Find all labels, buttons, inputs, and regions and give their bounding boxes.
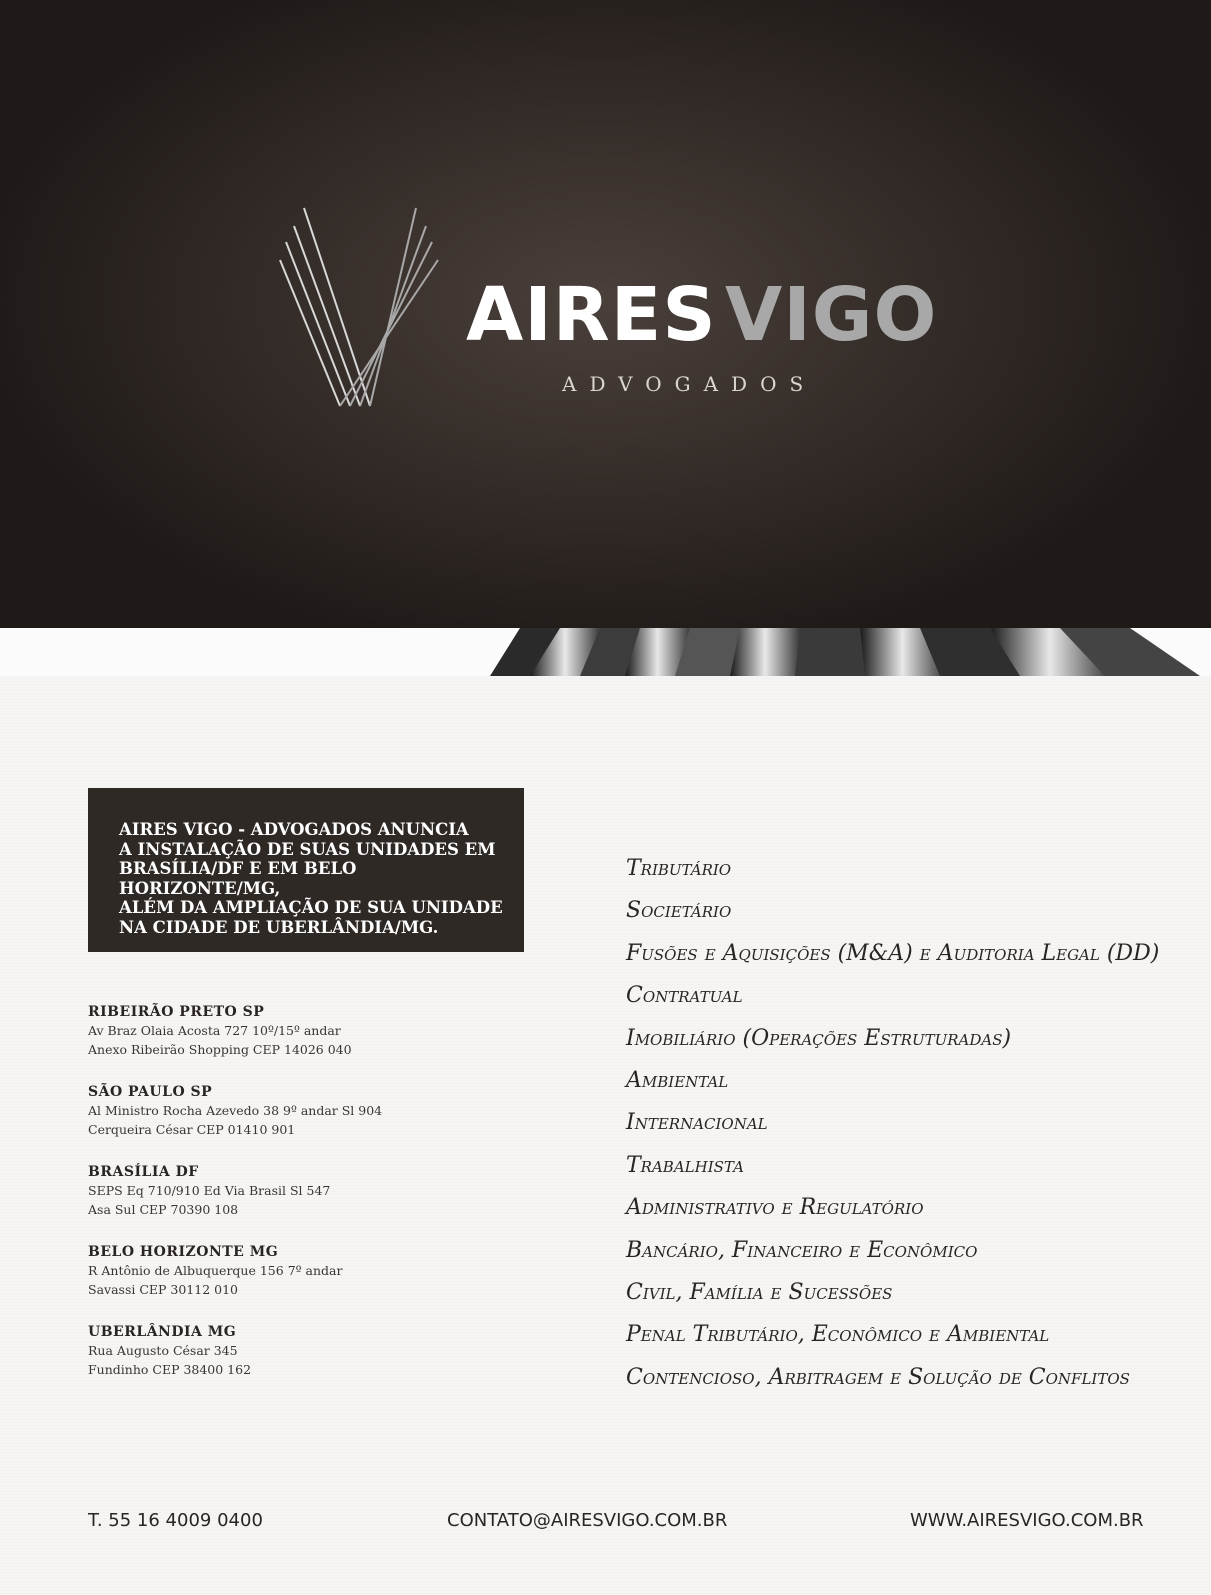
office-ribeirao-preto [88,1003,488,1059]
practice-area-item: Societário [626,898,732,924]
office-city: UBERLÂNDIA MG [88,1324,237,1340]
office-address-line: Al Ministro Rocha Azevedo 38 9º andar Sl 904 [88,1103,383,1118]
practice-area-item: Civil, Família e Sucessões [626,1280,893,1306]
office-address-line: Cerqueira César CEP 01410 901 [88,1122,296,1137]
footer-phone: T. 55 16 4009 0400 [88,1510,263,1531]
office-city: SÃO PAULO SP [88,1084,213,1100]
practice-area-list [626,848,1159,1399]
announcement-text: AIRES VIGO - ADVOGADOS ANUNCIA A INSTALAÇÃO DE SUAS UNIDADES EM BRASÍLIA/DF E EM BELO HORIZONTE/MG, ALÉM DA AMPLIAÇÃO DE SUA UNIDADE NA CIDADE DE UBERLÂNDIA/MG. [119,820,503,937]
practice-area-item: Tributário [626,856,732,881]
practice-area-item: Trabalhista [626,1152,744,1178]
practice-area-item: Penal Tributário, Econômico e Ambiental [626,1322,1050,1348]
office-address-line: Av Braz Olaia Acosta 727 10º/15º andar [88,1023,341,1038]
practice-area-item: Contratual [626,983,743,1009]
hero-banner [0,0,1211,628]
office-address-line: Savassi CEP 30112 010 [88,1282,238,1297]
office-belo-horizonte [88,1243,488,1299]
office-uberlandia [88,1323,488,1379]
practice-area-item: Imobiliário (Operações Estruturadas) [626,1025,1012,1051]
office-address-line: Asa Sul CEP 70390 108 [88,1202,239,1217]
office-list [88,1003,488,1403]
brand-name-vigo: VIGO [725,272,938,358]
practice-area-item: Ambiental [626,1068,729,1094]
brand-name-aires: AIRES [466,272,717,358]
pipes-decoration [0,628,1211,676]
office-sao-paulo [88,1083,488,1139]
office-city: RIBEIRÃO PRETO SP [88,1004,265,1020]
practice-area-item: Internacional [626,1110,768,1136]
brand-subtitle: ADVOGADOS [562,372,817,396]
footer-website[interactable]: WWW.AIRESVIGO.COM.BR [910,1510,1144,1531]
practice-area-item: Contencioso, Arbitragem e Solução de Conflitos [626,1364,1130,1390]
footer-email[interactable]: CONTATO@AIRESVIGO.COM.BR [447,1510,728,1531]
office-address-line: Anexo Ribeirão Shopping CEP 14026 040 [88,1042,352,1057]
office-address-line: Rua Augusto César 345 [88,1343,238,1358]
office-address-line: Fundinho CEP 38400 162 [88,1362,252,1377]
logo-v-mark-icon [270,200,450,415]
office-brasilia [88,1163,488,1219]
office-city: BELO HORIZONTE MG [88,1244,279,1260]
practice-area-item: Fusões e Aquisições (M&A) e Auditoria Legal (DD) [626,940,1160,966]
announcement-box [88,788,524,952]
practice-area-item: Bancário, Financeiro e Econômico [626,1237,978,1263]
office-address-line: SEPS Eq 710/910 Ed Via Brasil Sl 547 [88,1183,331,1198]
office-city: BRASÍLIA DF [88,1164,199,1180]
practice-area-item: Administrativo e Regulatório [626,1195,924,1221]
office-address-line: R Antônio de Albuquerque 156 7º andar [88,1263,343,1278]
